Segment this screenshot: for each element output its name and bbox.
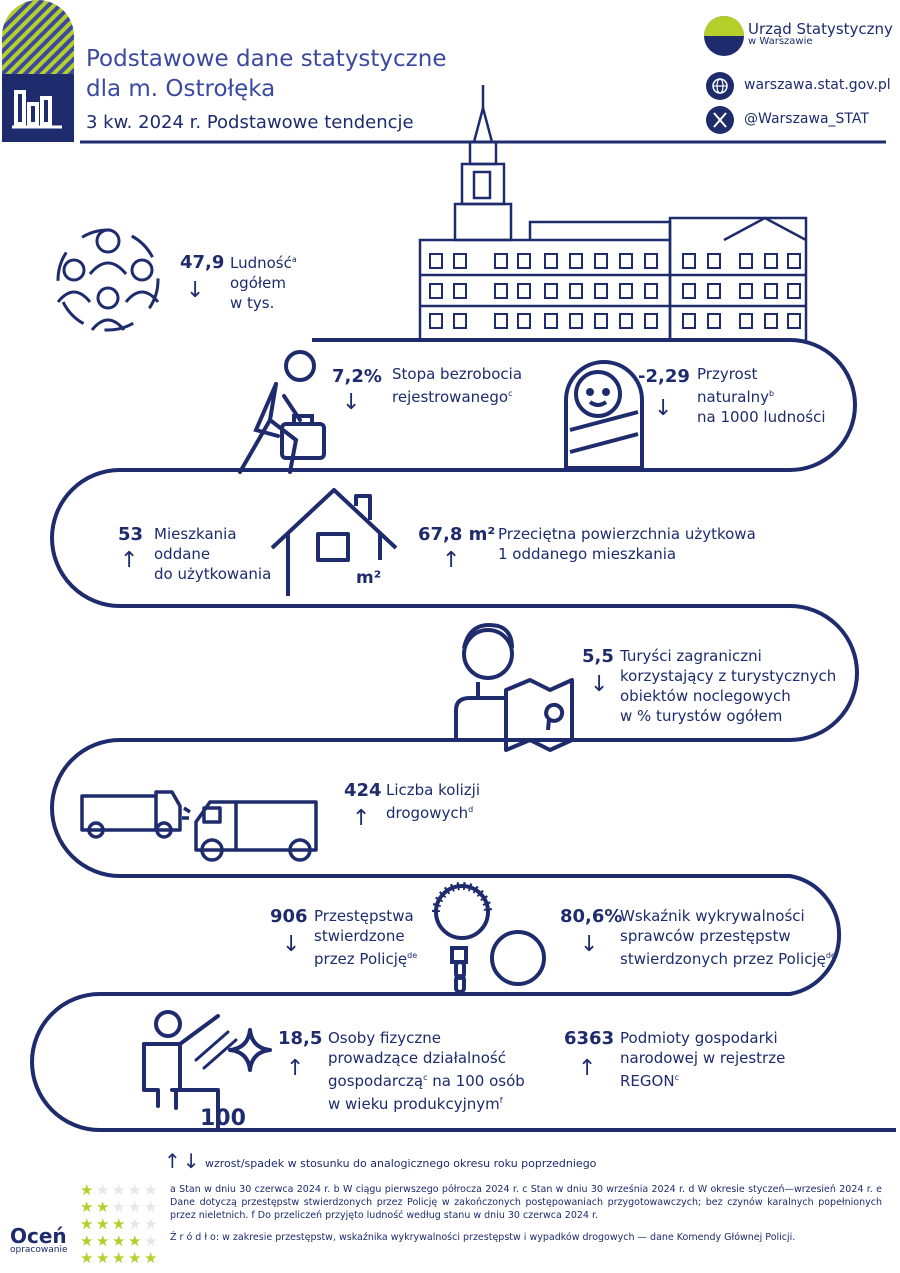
svg-text:★: ★ — [96, 1198, 110, 1216]
svg-text:★: ★ — [112, 1232, 126, 1250]
crimes-label-1: Przestępstwa — [314, 907, 414, 925]
collisions-trend-icon: ↑ — [352, 806, 371, 831]
area-label-2: 1 oddanego mieszkania — [498, 545, 677, 563]
legend-text: wzrost/spadek w stosunku do analogicznego okresu roku poprzedniego — [205, 1157, 597, 1170]
page-subtitle: 3 kw. 2024 r. Podstawowe tendencje — [86, 112, 414, 133]
population-label-3: w tys. — [230, 294, 275, 312]
svg-text:★: ★ — [128, 1232, 142, 1250]
unemployment-label-2: rejestrowanego — [392, 388, 509, 406]
unemployment-trend-icon: ↓ — [342, 390, 361, 415]
source-text: w zakresie przestępstw, wskaźnika wykrywalności przestępstw i wypadków drogowych — dane Komendy Głównej Policji. — [219, 1232, 796, 1243]
svg-text:★: ★ — [144, 1215, 158, 1233]
svg-text:★: ★ — [112, 1198, 126, 1216]
svg-text:★: ★ — [144, 1249, 158, 1267]
regon-label — [620, 1028, 785, 1091]
svg-text:★: ★ — [80, 1181, 94, 1199]
entrepreneurs-note-4: f — [499, 1096, 503, 1105]
crimes-label-3: przez Policję — [314, 950, 408, 968]
tourists-label-2: korzystający z turystycznych — [620, 667, 837, 685]
title-line-1: Podstawowe dane statystyczne — [86, 46, 447, 72]
source-label: Ź r ó d ł o: — [170, 1232, 220, 1243]
unemployment-note: c — [508, 389, 513, 398]
svg-text:★: ★ — [80, 1215, 94, 1233]
crimes-note: de — [407, 951, 418, 960]
tourists-trend-icon: ↓ — [590, 672, 609, 697]
tourists-value: 5,5 — [582, 646, 614, 667]
detection-note: de — [825, 951, 836, 960]
tourists-label-4: w % turystów ogółem — [620, 707, 783, 725]
population-note: a — [291, 255, 297, 264]
regon-label-2: narodowej w rejestrze — [620, 1049, 786, 1067]
natural-growth-label-3: na 1000 ludności — [697, 408, 826, 426]
svg-text:★: ★ — [96, 1181, 110, 1199]
tourists-label — [620, 646, 836, 726]
dwellings-trend-icon: ↑ — [120, 548, 139, 573]
podium-label: 100 — [200, 1106, 246, 1131]
vehicles-collision-icon — [82, 792, 316, 860]
natural-growth-label-2: naturalny — [697, 388, 769, 406]
area-trend-icon: ↑ — [442, 548, 461, 573]
dwellings-value: 53 — [118, 524, 144, 545]
tourists-label-3: obiektów noclegowych — [620, 687, 791, 705]
detection-label-3: stwierdzonych przez Policję — [620, 950, 826, 968]
svg-text:★: ★ — [112, 1249, 126, 1267]
unemployment-label-1: Stopa bezrobocia — [392, 365, 523, 383]
entrepreneurs-label-1: Osoby fizyczne — [328, 1029, 442, 1047]
detection-label — [620, 906, 836, 969]
svg-text:★: ★ — [144, 1181, 158, 1199]
regon-note: c — [674, 1073, 679, 1082]
svg-text:★: ★ — [96, 1232, 110, 1250]
natural-growth-trend-icon: ↓ — [654, 396, 673, 421]
svg-text:★: ★ — [96, 1249, 110, 1267]
dwellings-label-3: do użytkowania — [154, 565, 272, 583]
crimes-label-2: stwierdzone — [314, 927, 405, 945]
collisions-label — [386, 780, 480, 823]
entrepreneurs-label-3b: na 100 osób — [427, 1072, 525, 1090]
svg-text:★: ★ — [96, 1215, 110, 1233]
svg-text:★: ★ — [128, 1181, 142, 1199]
regon-label-1: Podmioty gospodarki — [620, 1029, 778, 1047]
entrepreneurs-value: 18,5 — [278, 1028, 323, 1049]
population-trend-icon: ↓ — [186, 278, 205, 303]
logo-chart-icon — [2, 0, 74, 142]
tourists-label-1: Turyści zagraniczni — [620, 647, 762, 665]
area-value: 67,8 m² — [418, 524, 496, 545]
svg-text:★: ★ — [144, 1232, 158, 1250]
collisions-note: d — [468, 805, 474, 814]
regon-trend-icon: ↑ — [578, 1056, 597, 1081]
area-label — [498, 524, 756, 564]
rate-title: Oceń — [10, 1224, 67, 1248]
svg-text:★: ★ — [80, 1232, 94, 1250]
legend-arrows-icon: ↑↓ — [164, 1149, 202, 1173]
natural-growth-note: b — [769, 389, 775, 398]
detection-value: 80,6% — [560, 906, 623, 927]
collisions-value: 424 — [344, 780, 382, 801]
unemployment-value: 7,2% — [332, 366, 382, 387]
detection-label-1: Wskaźnik wykrywalności — [620, 907, 805, 925]
detection-label-2: sprawców przestępstw — [620, 927, 791, 945]
svg-text:★: ★ — [112, 1181, 126, 1199]
entrepreneurs-label-2: prowadzące działalność — [328, 1049, 506, 1067]
worker-briefcase-icon — [240, 352, 324, 472]
org-name — [748, 20, 893, 47]
source-note — [170, 1232, 882, 1243]
natural-growth-value: -2,29 — [638, 366, 690, 387]
regon-value: 6363 — [564, 1028, 615, 1049]
page-title — [86, 44, 447, 104]
rate-link[interactable] — [10, 1224, 68, 1255]
regon-label-3: REGON — [620, 1072, 675, 1090]
svg-text:★: ★ — [128, 1215, 142, 1233]
unemployment-label — [392, 364, 522, 407]
collisions-label-1: Liczba kolizji — [386, 781, 480, 799]
entrepreneurs-label — [328, 1028, 525, 1114]
svg-text:★: ★ — [112, 1215, 126, 1233]
m2-icon-label: m² — [356, 568, 382, 588]
area-label-1: Przeciętna powierzchnia użytkowa — [498, 525, 756, 543]
baby-icon — [566, 362, 642, 468]
population-label — [230, 250, 297, 313]
globe-icon — [706, 72, 734, 100]
x-twitter-icon — [706, 106, 734, 134]
svg-text:★: ★ — [80, 1198, 94, 1216]
svg-text:★: ★ — [144, 1198, 158, 1216]
dwellings-label — [154, 524, 271, 584]
people-group-icon — [58, 230, 158, 330]
collisions-label-2: drogowych — [386, 804, 469, 822]
winding-path — [32, 340, 896, 1130]
entrepreneurs-label-4: w wieku produkcyjnym — [328, 1095, 500, 1113]
entrepreneurs-note-3: c — [423, 1073, 428, 1082]
crimes-label — [314, 906, 417, 969]
crimes-trend-icon: ↓ — [282, 932, 301, 957]
footnotes: a Stan w dniu 30 czerwca 2024 r. b W ciągu pierwszego półrocza 2024 r. c Stan w dniu 30 września 2024 r. d W okresie styczeń—wrzesień 2024 r. e Dane dotyczą przestępstw stwierdzonych przez Policję w zakończonych postępowaniach przygotowawczych; bez czynów karalnych popełnionych przez nieletnich. f Do przeliczeń przyjęto ludność według stanu w dniu 30 czerwca 2024 r. — [170, 1184, 882, 1221]
handcuffs-icon — [436, 886, 544, 992]
crimes-value: 906 — [270, 906, 308, 927]
detection-trend-icon: ↓ — [580, 932, 599, 957]
svg-text:★: ★ — [128, 1198, 142, 1216]
svg-text:★: ★ — [80, 1249, 94, 1267]
natural-growth-label-1: Przyrost — [697, 365, 758, 383]
tourist-map-icon — [456, 625, 572, 750]
twitter-link[interactable]: @Warszawa_STAT — [744, 111, 869, 127]
natural-growth-label — [697, 364, 826, 427]
us-logo-icon — [704, 16, 744, 56]
rating-stars-icon — [80, 1181, 157, 1267]
population-value: 47,9 — [180, 252, 225, 273]
population-label-2: ogółem — [230, 274, 286, 292]
entrepreneurs-label-3a: gospodarczą — [328, 1072, 424, 1090]
svg-text:★: ★ — [128, 1249, 142, 1267]
entrepreneurs-trend-icon: ↑ — [286, 1056, 305, 1081]
org-name-text: Urząd Statystyczny — [748, 20, 893, 38]
rate-subtitle: opracowanie — [10, 1245, 68, 1255]
population-label-1: Ludność — [230, 254, 292, 272]
title-line-2: dla m. Ostrołęka — [86, 76, 276, 102]
dwellings-label-2: oddane — [154, 545, 211, 563]
dwellings-label-1: Mieszkania — [154, 525, 237, 543]
org-city: w Warszawie — [748, 36, 813, 47]
website-link[interactable]: warszawa.stat.gov.pl — [744, 77, 891, 93]
